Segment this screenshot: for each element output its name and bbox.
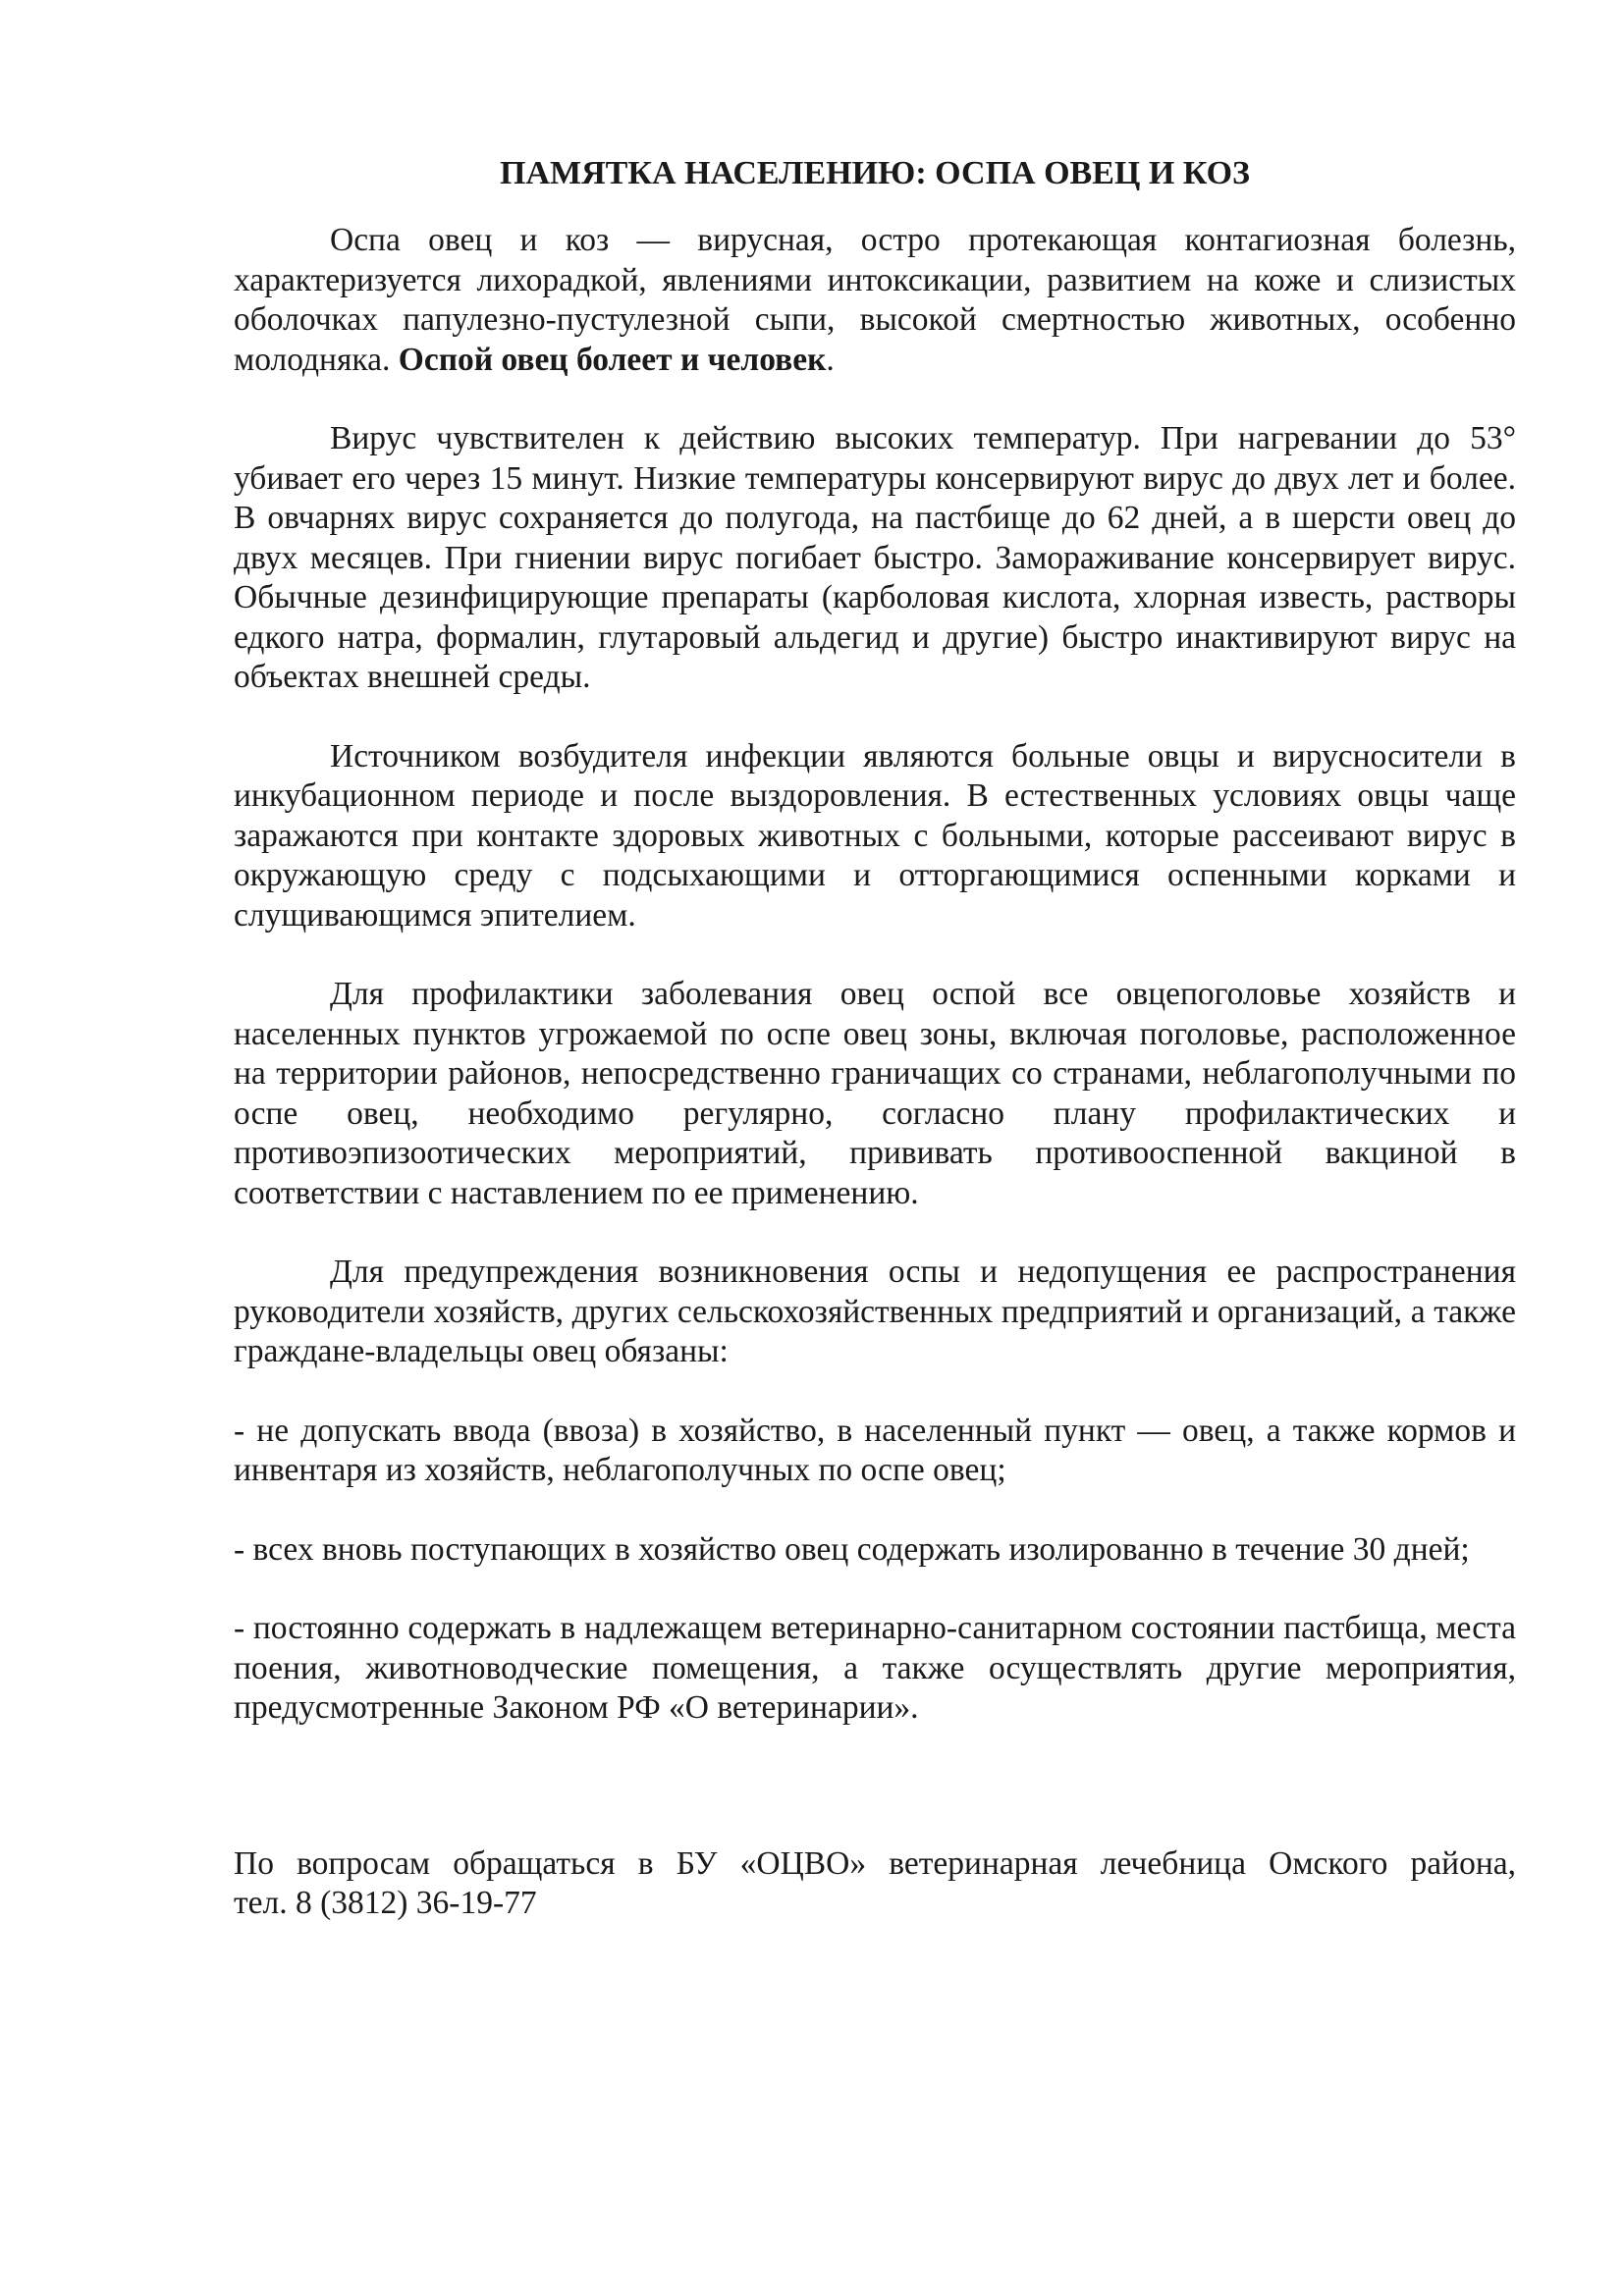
list-item-isolation: - всех вновь поступающих в хозяйство овец содержать изолированно в течение 30 дней; <box>234 1530 1470 1568</box>
document-page <box>234 152 1516 1963</box>
intro-bold-warning: Оспой овец болеет и человек <box>398 341 827 378</box>
list-item-no-import: - не допускать ввода (ввоза) в хозяйство, в населенный пункт — овец, а также кормов и инвентаря из хозяйств, неблагополучных по оспе овец; <box>234 1412 1516 1488</box>
paragraph-infection-source: Источником возбудителя инфекции являются больные овцы и вирусносители в инкубационном периоде и после выздоровления. В естественных условиях овцы чаще заражаются при контакте здоровых животных с больными, которые рассеивают вирус в окружающую среду с подсыхающими и отторгающимися оспенными корками и слущивающимся эпителием. <box>234 737 1516 934</box>
contact-organization: По вопросам обращаться в БУ «ОЦВО» ветеринарная лечебница Омского района, <box>234 1844 1516 1882</box>
paragraph-virus-resistance: Вирус чувствителен к действию высоких температур. При нагревании до 53° убивает его через 15 минут. Низкие температуры консервируют вирус до двух лет и более. В овчарнях вирус сохраняется до полугода, на пастбище до 62 дней, а в шерсти овец до двух месяцев. При гниении вирус погибает быстро. Замораживание консервирует вирус. Обычные дезинфицирующие препараты (карболовая кислота, хлорная известь, растворы едкого натра, формалин, глутаровый альдегид и другие) быстро инактивируют вирус на объектах внешней среды. <box>234 420 1516 695</box>
contact-phone: тел. 8 (3812) 36-19-77 <box>234 1885 537 1921</box>
list-item-sanitary: - постоянно содержать в надлежащем ветеринарно-санитарном состоянии пастбища, места поения, животноводческие помещения, а также осуществлять другие мероприятия, предусмотренные Законом РФ «О ветеринарии». <box>234 1610 1516 1726</box>
intro-paragraph <box>234 221 1516 380</box>
paragraph-prophylaxis: Для профилактики заболевания овец оспой все овцепоголовье хозяйств и населенных пунктов угрожаемой по оспе овец зоны, включая поголовье, расположенное на территории районов, непосредственно граничащих со странами, неблагополучными по оспе овец, необходимо регулярно, согласно плану профилактических и противоэпизоотических мероприятий, прививать противооспенной вакциной в соответствии с наставлением по ее применению. <box>234 976 1516 1211</box>
intro-tail: . <box>826 341 835 378</box>
paragraph-obligations: Для предупреждения возникновения оспы и недопущения ее распространения руководители хозяйств, других сельскохозяйственных предприятий и организаций, а также граждане-владельцы овец обязаны: <box>234 1254 1516 1369</box>
document-title: ПАМЯТКА НАСЕЛЕНИЮ: ОСПА ОВЕЦ И КОЗ <box>500 155 1250 191</box>
contact-info <box>234 1844 1516 1924</box>
intro-text: Оспа овец и коз — вирусная, остро протекающая контагиозная болезнь, характеризуется лихорадкой, явлениями интоксикации, развитием на коже и слизистых оболочках папулезно-пустулезной сыпи, высокой смертностью животных, особенно молодняка. <box>234 222 1516 378</box>
